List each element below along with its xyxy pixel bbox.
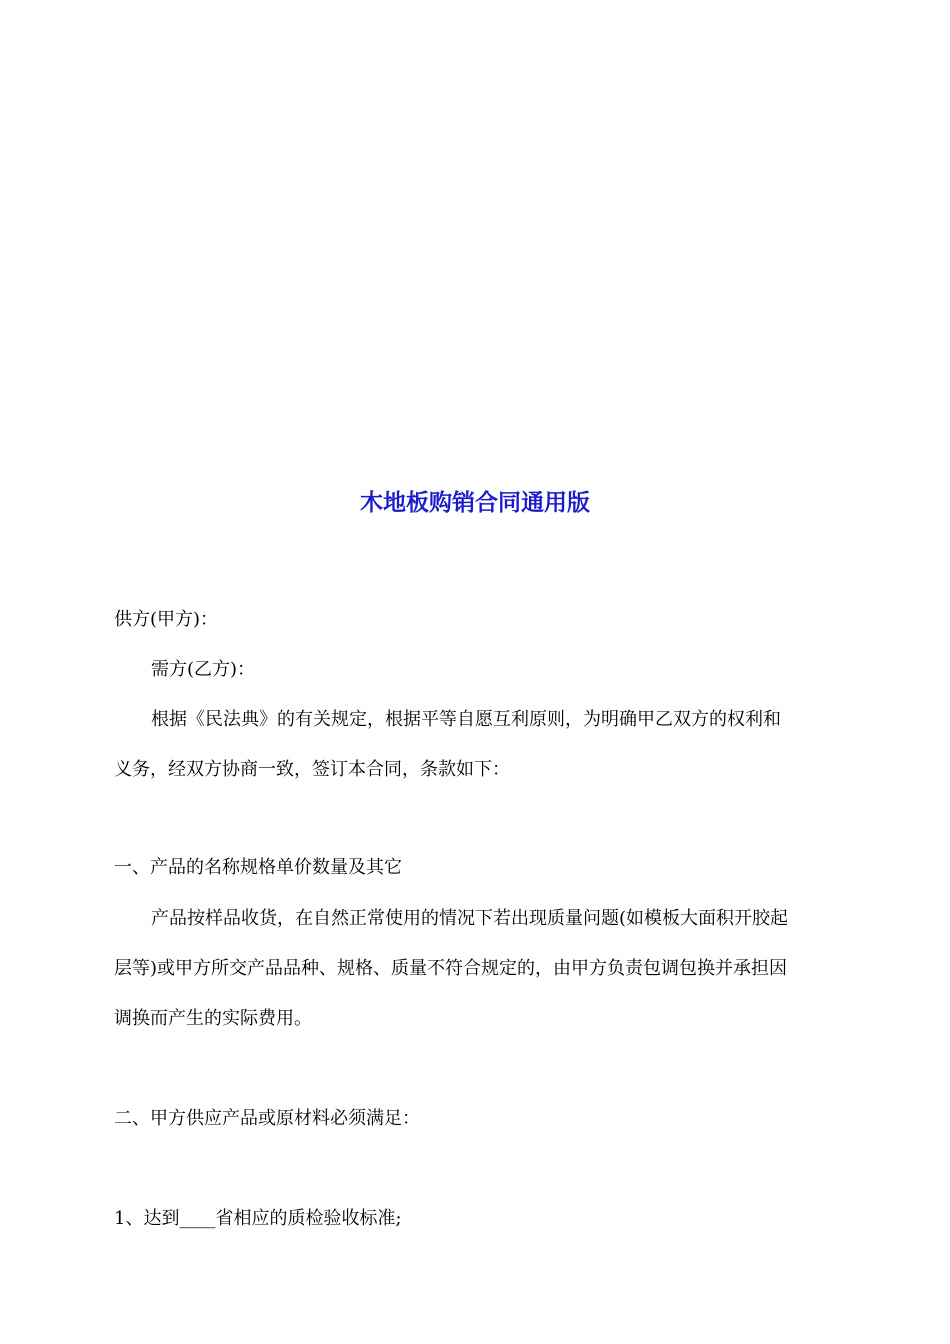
preamble-line-2: 义务，经双方协商一致，签订本合同，条款如下：: [114, 759, 510, 780]
preamble-line-1: 根据《民法典》的有关规定，根据平等自愿互利原则，为明确甲乙双方的权利和: [151, 709, 781, 730]
document-title: 木地板购销合同通用版: [360, 490, 590, 516]
section-1-line-1: 产品按样品收货，在自然正常使用的情况下若出现质量问题(如模板大面积开胶起: [151, 908, 789, 929]
section-1-line-2: 层等)或甲方所交产品品种、规格、质量不符合规定的，由甲方负责包调包换并承担因: [114, 958, 788, 979]
section-1-line-3: 调换而产生的实际费用。: [114, 1008, 312, 1029]
supplier-party-line: 供方(甲方)：: [114, 609, 219, 630]
buyer-party-line: 需方(乙方)：: [151, 659, 256, 680]
section-1-heading: 一、产品的名称规格单价数量及其它: [114, 857, 402, 878]
section-2-heading: 二、甲方供应产品或原材料必须满足：: [114, 1108, 420, 1129]
section-2-item-1: 1、达到____省相应的质检验收标准;: [114, 1208, 402, 1229]
